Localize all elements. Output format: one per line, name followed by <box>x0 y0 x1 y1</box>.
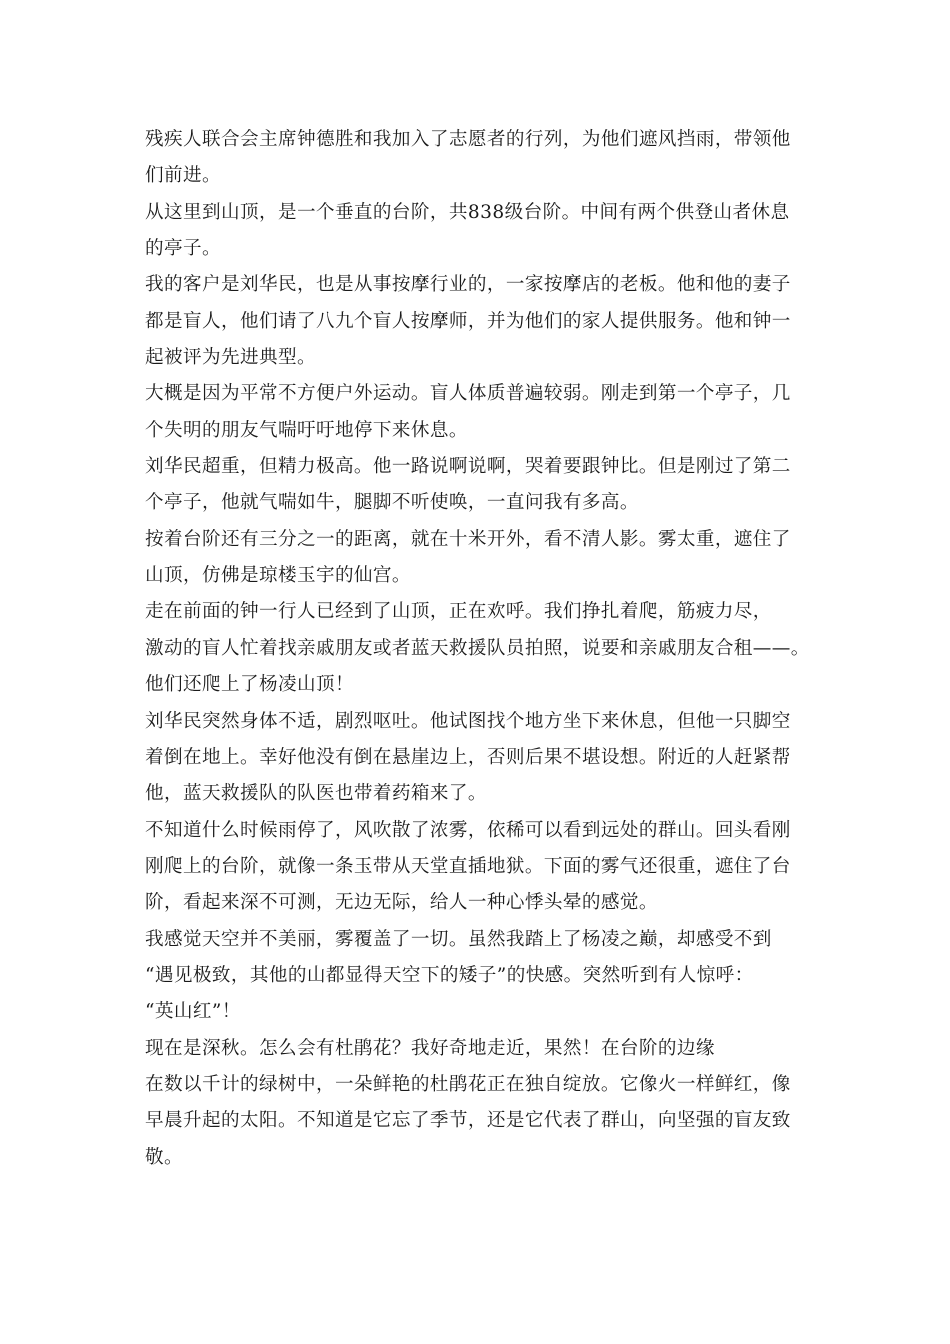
text-line: 阶，看起来深不可测，无边无际，给人一种心悸头晕的感觉。 <box>145 892 658 914</box>
text-line: 都是盲人，他们请了八九个盲人按摩师，并为他们的家人提供服务。他和钟一 <box>145 310 791 332</box>
text-line: 残疾人联合会主席钟德胜和我加入了志愿者的行列，为他们遮风挡雨，带领他 <box>145 129 791 150</box>
text-line: 从这里到山顶，是一个垂直的台阶，共838级台阶。中间有两个供登山者休息 <box>145 201 790 223</box>
text-line: 刘华民超重，但精力极高。他一路说啊说啊，哭着要跟钟比。但是刚过了第二 <box>145 456 791 478</box>
text-line: 的亭子。 <box>145 238 221 260</box>
text-line: “英山红”！ <box>145 1001 241 1023</box>
text-line: 在数以千计的绿树中，一朵鲜艳的杜鹃花正在独自绽放。它像火一样鲜红，像 <box>145 1073 791 1095</box>
text-line: 刚爬上的台阶，就像一条玉带从天堂直插地狱。下面的雾气还很重，遮住了台 <box>145 855 791 877</box>
text-line: 他们还爬上了杨凌山顶！ <box>145 674 354 696</box>
text-line: 不知道什么时候雨停了，风吹散了浓雾，依稀可以看到远处的群山。回头看刚 <box>145 819 791 841</box>
text-line: 敬。 <box>145 1146 183 1168</box>
text-line: 他，蓝天救援队的队医也带着药箱来了。 <box>145 783 487 805</box>
text-line: 大概是因为平常不方便户外运动。盲人体质普遍较弱。刚走到第一个亭子，几 <box>145 383 791 405</box>
text-line: 走在前面的钟一行人已经到了山顶，正在欢呼。我们挣扎着爬，筋疲力尽， <box>145 601 772 623</box>
text-line: 起被评为先进典型。 <box>145 347 316 369</box>
text-line: 我感觉天空并不美丽，雾覆盖了一切。虽然我踏上了杨凌之巅，却感受不到 <box>145 928 772 950</box>
text-line: 个亭子，他就气喘如牛，腿脚不听使唤，一直问我有多高。 <box>145 492 639 514</box>
text-line: 按着台阶还有三分之一的距离，就在十米开外，看不清人影。雾太重，遮住了 <box>145 528 791 550</box>
text-line: 现在是深秋。怎么会有杜鹃花？我好奇地走近，果然！在台阶的边缘 <box>145 1037 715 1059</box>
text-line: 着倒在地上。幸好他没有倒在悬崖边上，否则后果不堪设想。附近的人赶紧帮 <box>145 746 791 768</box>
text-line: 我的客户是刘华民，也是从事按摩行业的，一家按摩店的老板。他和他的妻子 <box>145 274 791 296</box>
text-line: 激动的盲人忙着找亲戚朋友或者蓝天救援队员拍照，说要和亲戚朋友合租——。 <box>145 637 810 659</box>
text-line: 山顶，仿佛是琼楼玉宇的仙宫。 <box>145 565 411 587</box>
text-line: 刘华民突然身体不适，剧烈呕吐。他试图找个地方坐下来休息，但他一只脚空 <box>145 710 791 732</box>
text-line: 早晨升起的太阳。不知道是它忘了季节，还是它代表了群山，向坚强的盲友致 <box>145 1110 791 1132</box>
text-line: “遇见极致，其他的山都显得天空下的矮子”的快感。突然听到有人惊呼： <box>145 964 754 986</box>
body-text <box>145 122 825 1176</box>
text-line: 们前进。 <box>145 165 221 187</box>
text-line: 个失明的朋友气喘吁吁地停下来休息。 <box>145 419 468 441</box>
